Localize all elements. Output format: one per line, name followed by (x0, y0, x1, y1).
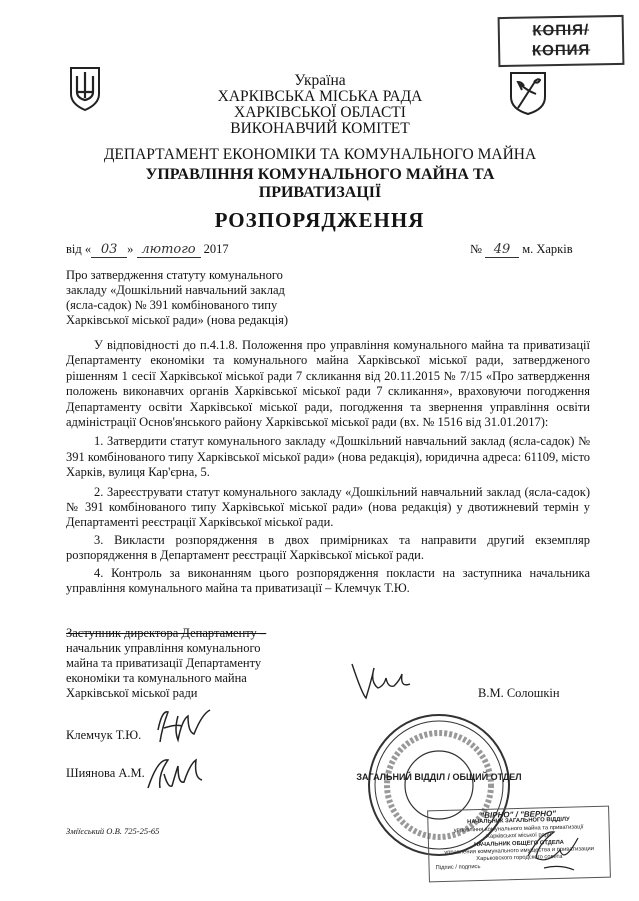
signatory-name: В.М. Солошкін (478, 686, 560, 700)
header-council: ХАРКІВСЬКА МІСЬКА РАДА (217, 88, 423, 105)
subject-line: Про затвердження статуту комунального (66, 268, 283, 282)
body-text (66, 338, 590, 597)
verified-stamp-line: Підпис / подпись (435, 863, 481, 872)
date-prefix: від « (66, 242, 92, 256)
signatory-line: начальник управління комунального (66, 641, 261, 655)
header-region: ХАРКІВСЬКОЇ ОБЛАСТІ (234, 104, 406, 121)
date-year: 2017 (203, 242, 229, 256)
verified-stamp-line: управління комунального майна та приватизації (453, 824, 584, 834)
round-seal-center-text: ЗАГАЛЬНИЙ ВІДДІЛ / ОБЩИЙ ОТДЕЛ (356, 772, 522, 782)
stamp-signature (524, 826, 584, 876)
item-paragraph-3: 3. Викласти розпорядження в двох примірниках та направити другий екземпляр розпорядження в Департамент реєстрації Харківської міської ради. (66, 532, 590, 563)
number-label: № (470, 242, 482, 256)
subject-line: (ясла-садок) № 391 комбінованого типу (66, 298, 278, 312)
subject-line: Харківської міської ради» (нова редакція) (66, 313, 289, 327)
date-mid: » (127, 242, 134, 256)
division-line1: УПРАВЛІННЯ КОМУНАЛЬНОГО МАЙНА ТА (145, 166, 495, 183)
subject-block (66, 268, 326, 328)
preamble-paragraph: У відповідності до п.4.1.8. Положення про управління комунального майна та приватизації Департаменту економіки та комунального майна Харківської міської ради, затвердженого рішенням 1 сесії Харківської міської ради 7 скликання від 20.11.2015 № 7/15 «Про затвердження положень виконавчих органів Харківської міської ради 7 скликання», враховуючи погодження Департаменту освіти Харківської міської ради, погодження та звернення управління освіти адміністрації Основ'янського району Харківської міської ради (вх. № 1516 від 31.01.2017): (66, 338, 590, 430)
item-paragraph-4: 4. Контроль за виконанням цього розпорядження покласти на заступника начальника управління комунального майна та приватизації – Клемчук Т.Ю. (66, 565, 590, 596)
signatory-line: майна та приватизації Департаменту (66, 656, 262, 670)
signatory-block (66, 626, 326, 701)
header-country: Україна (294, 72, 346, 89)
date-month: лютого (137, 242, 201, 258)
number-city: м. Харків (522, 242, 573, 256)
verified-stamp-title: "ВІРНО" / "ВЕРНО" (480, 809, 557, 820)
item-paragraph-2: 2. Зареєструвати статут комунального закладу «Дошкільний навчальний заклад (ясла-садок) № 391 комбінованого типу Харківської міської ради» (нова редакція) у двотижневий термін у Департаменті реєстрації Харківської міської ради. (66, 484, 590, 530)
division-line2: ПРИВАТИЗАЦІЇ (258, 184, 382, 201)
verified-stamp-line: управления коммунального имущества и приватизации (444, 846, 595, 856)
department-name: ДЕПАРТАМЕНТ ЕКОНОМІКИ ТА КОМУНАЛЬНОГО МАЙНА (103, 146, 537, 163)
header-committee: ВИКОНАВЧИЙ КОМІТЕТ (230, 120, 410, 137)
trident-emblem-icon (68, 66, 102, 112)
subject-line: закладу «Дошкільний навчальний заклад (66, 283, 285, 297)
approval-signature-2 (140, 754, 210, 798)
document-title: РОЗПОРЯДЖЕННЯ (214, 208, 425, 232)
number-line (470, 242, 573, 258)
item-paragraph-1: 1. Затвердити статут комунального закладу «Дошкільний навчальний заклад (ясла-садок) № 391 комбінованого типу Харківської міської ради» (нова редакція), юридична адреса: 61109, місто Харків, вулиця Кар'єрна, 5. (66, 434, 590, 480)
director-signature (346, 656, 416, 706)
copy-stamp (498, 15, 625, 67)
verified-stamp-line: Харьковского городского совета (476, 854, 563, 863)
executor-footnote: Зміїєський О.В. 725-25-65 (66, 826, 160, 836)
verified-stamp-line: Харківської міської ради (486, 832, 552, 841)
approval-name-1: Клемчук Т.Ю. (66, 728, 142, 742)
date-day: 03 (91, 242, 127, 258)
approval-signature-1 (148, 706, 218, 750)
signatory-struck-title: Заступник директора Департаменту – (66, 626, 267, 640)
number-value: 49 (485, 242, 519, 258)
copy-stamp-line2: КОПИЯ (531, 41, 591, 60)
copy-stamp-line1: КОПІЯ/ (532, 21, 590, 40)
signatory-line: економіки та комунального майна (66, 671, 247, 685)
verified-stamp-line: НАЧАЛЬНИК ЗАГАЛЬНОГО ВІДДІЛУ (467, 817, 570, 826)
verified-stamp-line: НАЧАЛЬНИК ОБЩЕГО ОТДЕЛА (473, 839, 565, 848)
approval-name-2: Шиянова А.М. (66, 766, 145, 780)
signatory-line: Харківської міської ради (66, 686, 198, 700)
date-line (66, 242, 266, 258)
